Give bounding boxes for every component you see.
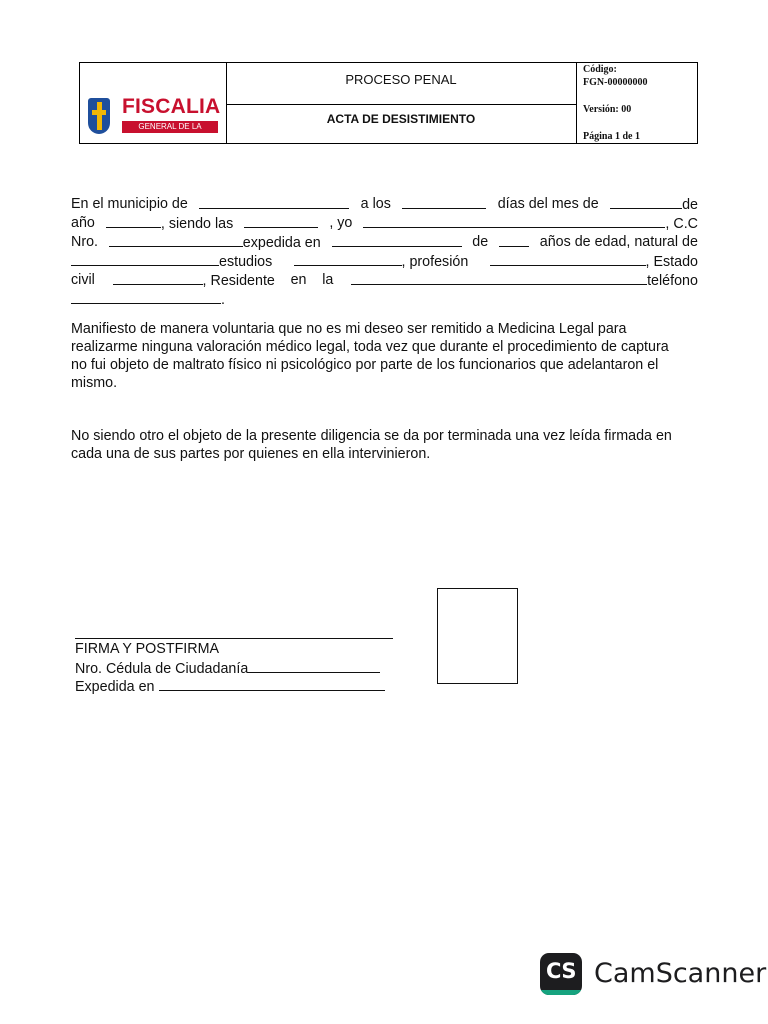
fingerprint-box — [437, 588, 518, 684]
para3-line1: No siendo otro el objeto de la presente diligencia se da por terminada una vez leída firmada en — [71, 428, 672, 444]
code-label: Código: — [583, 64, 617, 75]
para1-line1: En el municipio de a los días del mes de de — [71, 196, 698, 213]
header-divider-middle — [226, 104, 576, 105]
para1-line4: estudios , profesión , Estado — [71, 252, 698, 271]
code-value: FGN-00000000 — [583, 77, 648, 88]
closing-paragraph — [71, 427, 698, 463]
header-table — [79, 62, 698, 144]
municipality-blank[interactable] — [199, 195, 349, 209]
day-blank[interactable] — [402, 195, 486, 209]
month-blank[interactable] — [610, 195, 682, 209]
issued-in-blank[interactable] — [332, 233, 462, 247]
para1-line2: año , siendo las , yo , C.C — [71, 215, 698, 232]
para1-line6: . — [71, 290, 698, 309]
cedula-row: Nro. Cédula de Ciudadanía — [75, 659, 382, 678]
signature-line[interactable] — [75, 638, 393, 639]
year-blank[interactable] — [106, 214, 161, 228]
name-blank[interactable] — [363, 214, 665, 228]
studies-blank[interactable] — [294, 252, 402, 266]
header-divider-right — [576, 63, 577, 143]
issued-blank[interactable] — [159, 677, 385, 691]
profession-blank[interactable] — [490, 252, 646, 266]
version-label: Versión: 00 — [583, 104, 632, 115]
civil-status-blank[interactable] — [113, 271, 203, 285]
time-blank[interactable] — [244, 214, 318, 228]
issued-row: Expedida en — [75, 677, 387, 696]
para1-line3: Nro. expedida en de años de edad, natural de — [71, 234, 698, 251]
process-title: PROCESO PENAL — [345, 72, 457, 87]
cedula-blank[interactable] — [248, 659, 380, 673]
age-blank[interactable] — [499, 233, 529, 247]
logo-wordmark: FISCALIA — [122, 95, 221, 118]
signature-label: FIRMA Y POSTFIRMA — [75, 641, 220, 657]
para1-line5: civil , Residente en la teléfono — [71, 272, 698, 289]
document-title: ACTA DE DESISTIMIENTO — [326, 112, 476, 126]
declaration-paragraph — [71, 320, 698, 392]
camscanner-logo-icon: CS — [540, 953, 582, 995]
para2-line1: Manifiesto de manera voluntaria que no es mi deseo ser remitido a Medicina Legal para — [71, 321, 627, 337]
phone-blank[interactable] — [71, 290, 221, 304]
id-number-blank[interactable] — [109, 233, 243, 247]
personal-data-paragraph — [71, 195, 698, 309]
origin-blank[interactable] — [71, 252, 219, 266]
logo-subtitle: GENERAL DE LA NACION — [122, 121, 218, 133]
shield-icon — [88, 98, 110, 134]
page-label: Página 1 de 1 — [583, 131, 640, 142]
para2-line2: realizarme ninguna valoración médico legal, toda vez que durante el procedimiento de captura — [71, 339, 669, 355]
camscanner-wordmark: CamScanner — [594, 958, 767, 989]
para3-line2: cada una de sus partes por quienes en ella intervinieron. — [71, 446, 431, 462]
para2-line4: mismo. — [71, 375, 118, 391]
residence-blank[interactable] — [351, 271, 647, 285]
para2-line3: no fui objeto de maltrato físico ni psicológico por parte de los funcionarios que adelantaron el — [71, 357, 659, 373]
